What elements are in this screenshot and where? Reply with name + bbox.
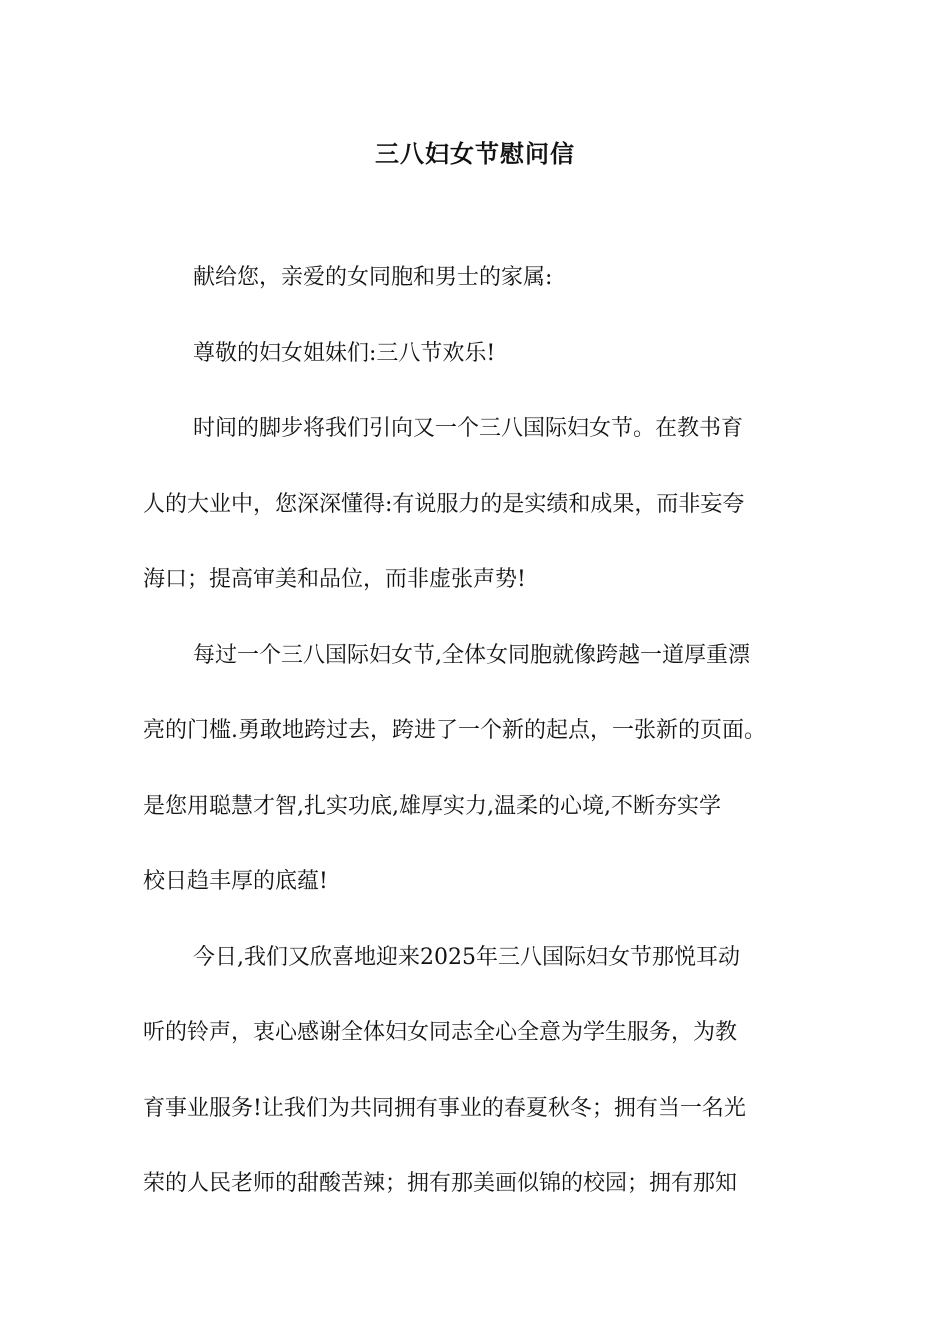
paragraph-line: 校日趋丰厚的底蕴! <box>143 869 328 894</box>
paragraph-line: 今日,我们又欣喜地迎来2025年三八国际妇女节那悦耳动 <box>193 944 740 970</box>
paragraph-line: 海口；提高审美和品位，而非虚张声势! <box>143 567 526 592</box>
paragraph-line: 人的大业中，您深深懂得:有说服力的是实绩和成果，而非妄夸 <box>143 491 745 517</box>
paragraph-line: 育事业服务!让我们为共同拥有事业的春夏秋冬；拥有当一名光 <box>143 1095 746 1121</box>
paragraph-line: 时间的脚步将我们引向又一个三八国际妇女节。在教书育 <box>193 416 744 441</box>
document-title: 三八妇女节慰问信 <box>375 139 575 168</box>
greeting-line: 尊敬的妇女姐妹们:三八节欢乐! <box>193 340 496 366</box>
paragraph-line: 听的铃声，衷心感谢全体妇女同志全心全意为学生服务，为教 <box>143 1020 738 1045</box>
letter-body <box>143 254 808 1236</box>
paragraph-line: 每过一个三八国际妇女节,全体女同胞就像跨越一道厚重漂 <box>193 642 750 668</box>
paragraph-line: 荣的人民老师的甜酸苦辣；拥有那美画似锦的校园；拥有那知 <box>143 1171 738 1196</box>
paragraph-line: 是您用聪慧才智,扎实功底,雄厚实力,温柔的心境,不断夯实学 <box>143 793 721 819</box>
salutation-line: 献给您，亲爱的女同胞和男士的家属: <box>193 265 553 290</box>
paragraph-line: 亮的门槛.勇敢地跨过去，跨进了一个新的起点，一张新的页面。 <box>143 718 766 743</box>
